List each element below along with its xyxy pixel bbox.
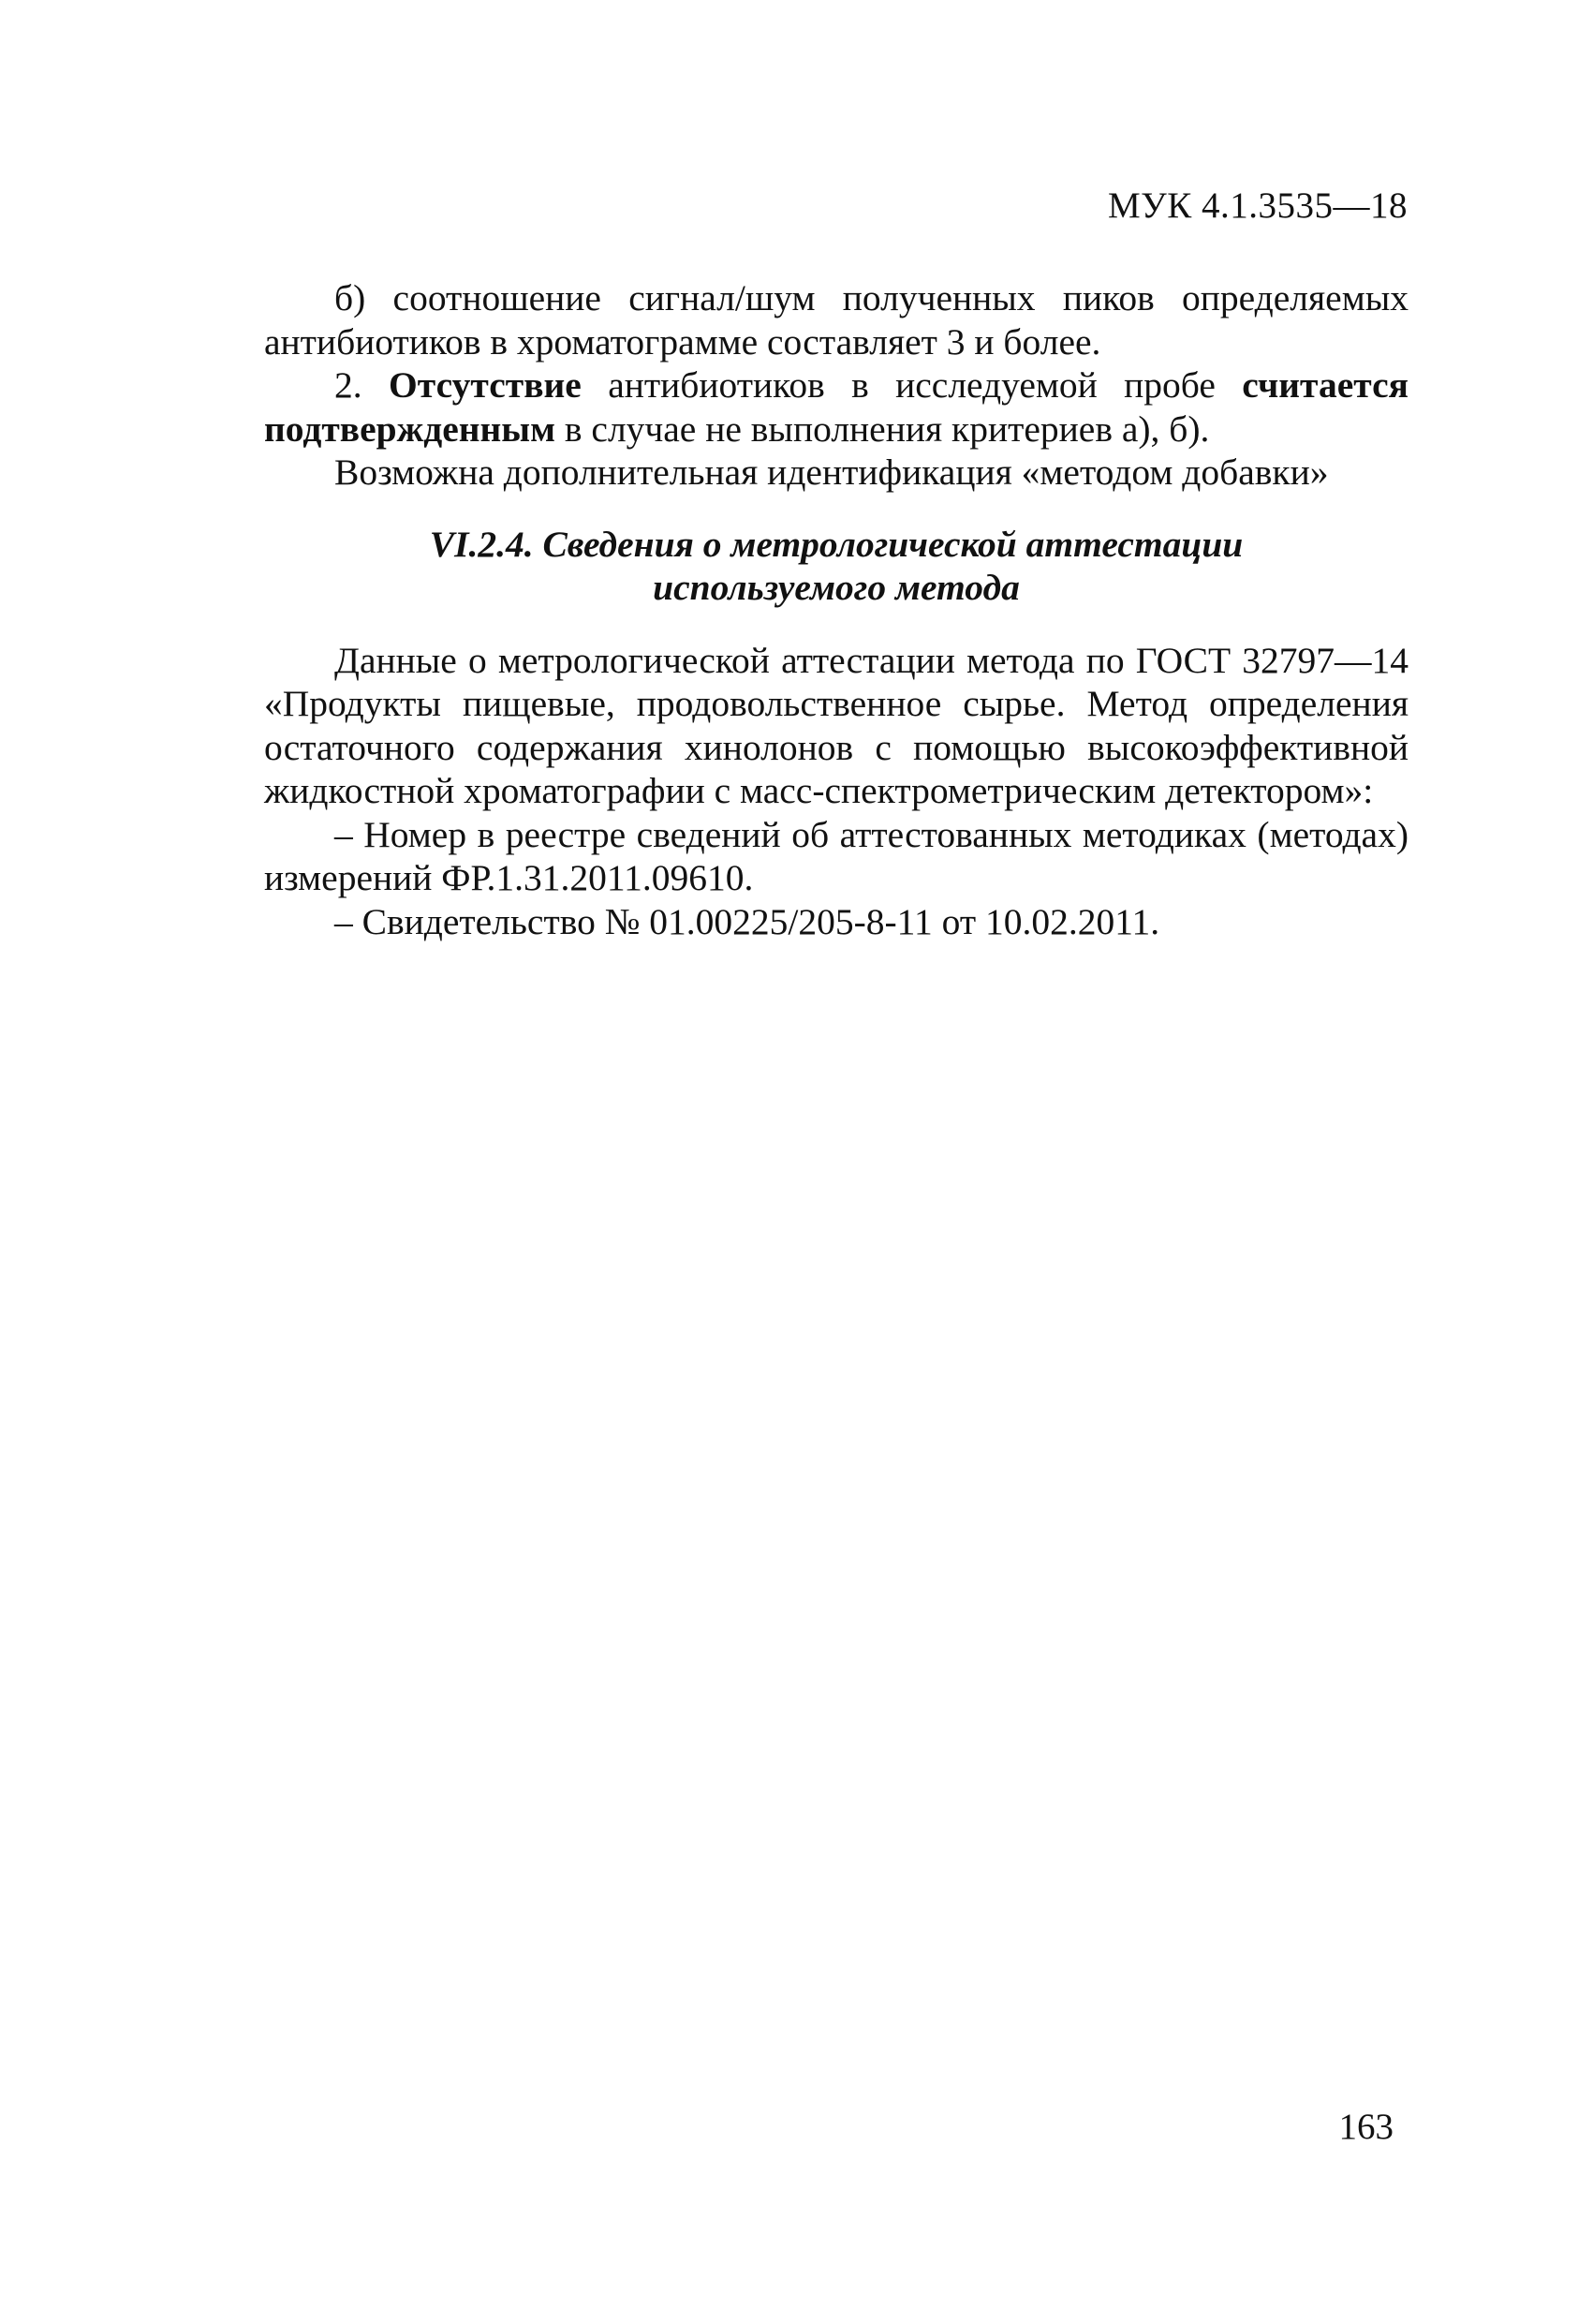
paragraph-additional-identification: Возможна дополнительная идентификация «методом добавки» [334, 451, 1329, 493]
paragraph-registry-number: – Номер в реестре сведений об аттестованных методиках (методах) измерений ФР.1.31.2011.09610. [264, 813, 1409, 898]
page-number: 163 [1338, 2107, 1394, 2147]
paragraph-absence-confirmed [264, 363, 1409, 451]
page-content [264, 276, 1409, 943]
document-code-header: МУК 4.1.3535—18 [1107, 185, 1408, 226]
paragraph-certificate: – Свидетельство № 01.00225/205-8-11 от 10.02.2011. [334, 900, 1160, 942]
paragraph-text: антибиотиков в исследуемой пробе [608, 364, 1216, 406]
section-heading [264, 523, 1409, 609]
bold-term-confirmed: считается подтвержденным [264, 364, 1409, 450]
paragraph-metrological-data: Данные о метрологической аттестации метода по ГОСТ 32797—14 «Продукты пищевые, продовольственное сырье. Метод определения остаточного содержания хинолонов с помощью высокоэффективной жидкостной хроматографии с масс-спектрометрическим детектором»: [264, 639, 1409, 811]
paragraph-signal-noise: б) соотношение сигнал/шум полученных пиков определяемых антибиотиков в хроматограмме составляет 3 и более. [264, 277, 1409, 363]
paragraph-text: в случае не выполнения критериев а), б). [564, 407, 1210, 450]
item-number: 2. [334, 364, 362, 406]
section-heading-line: VI.2.4. Сведения о метрологической аттестации [429, 523, 1244, 565]
section-heading-line: используемого метода [653, 566, 1020, 608]
bold-term-absence: Отсутствие [389, 364, 582, 406]
